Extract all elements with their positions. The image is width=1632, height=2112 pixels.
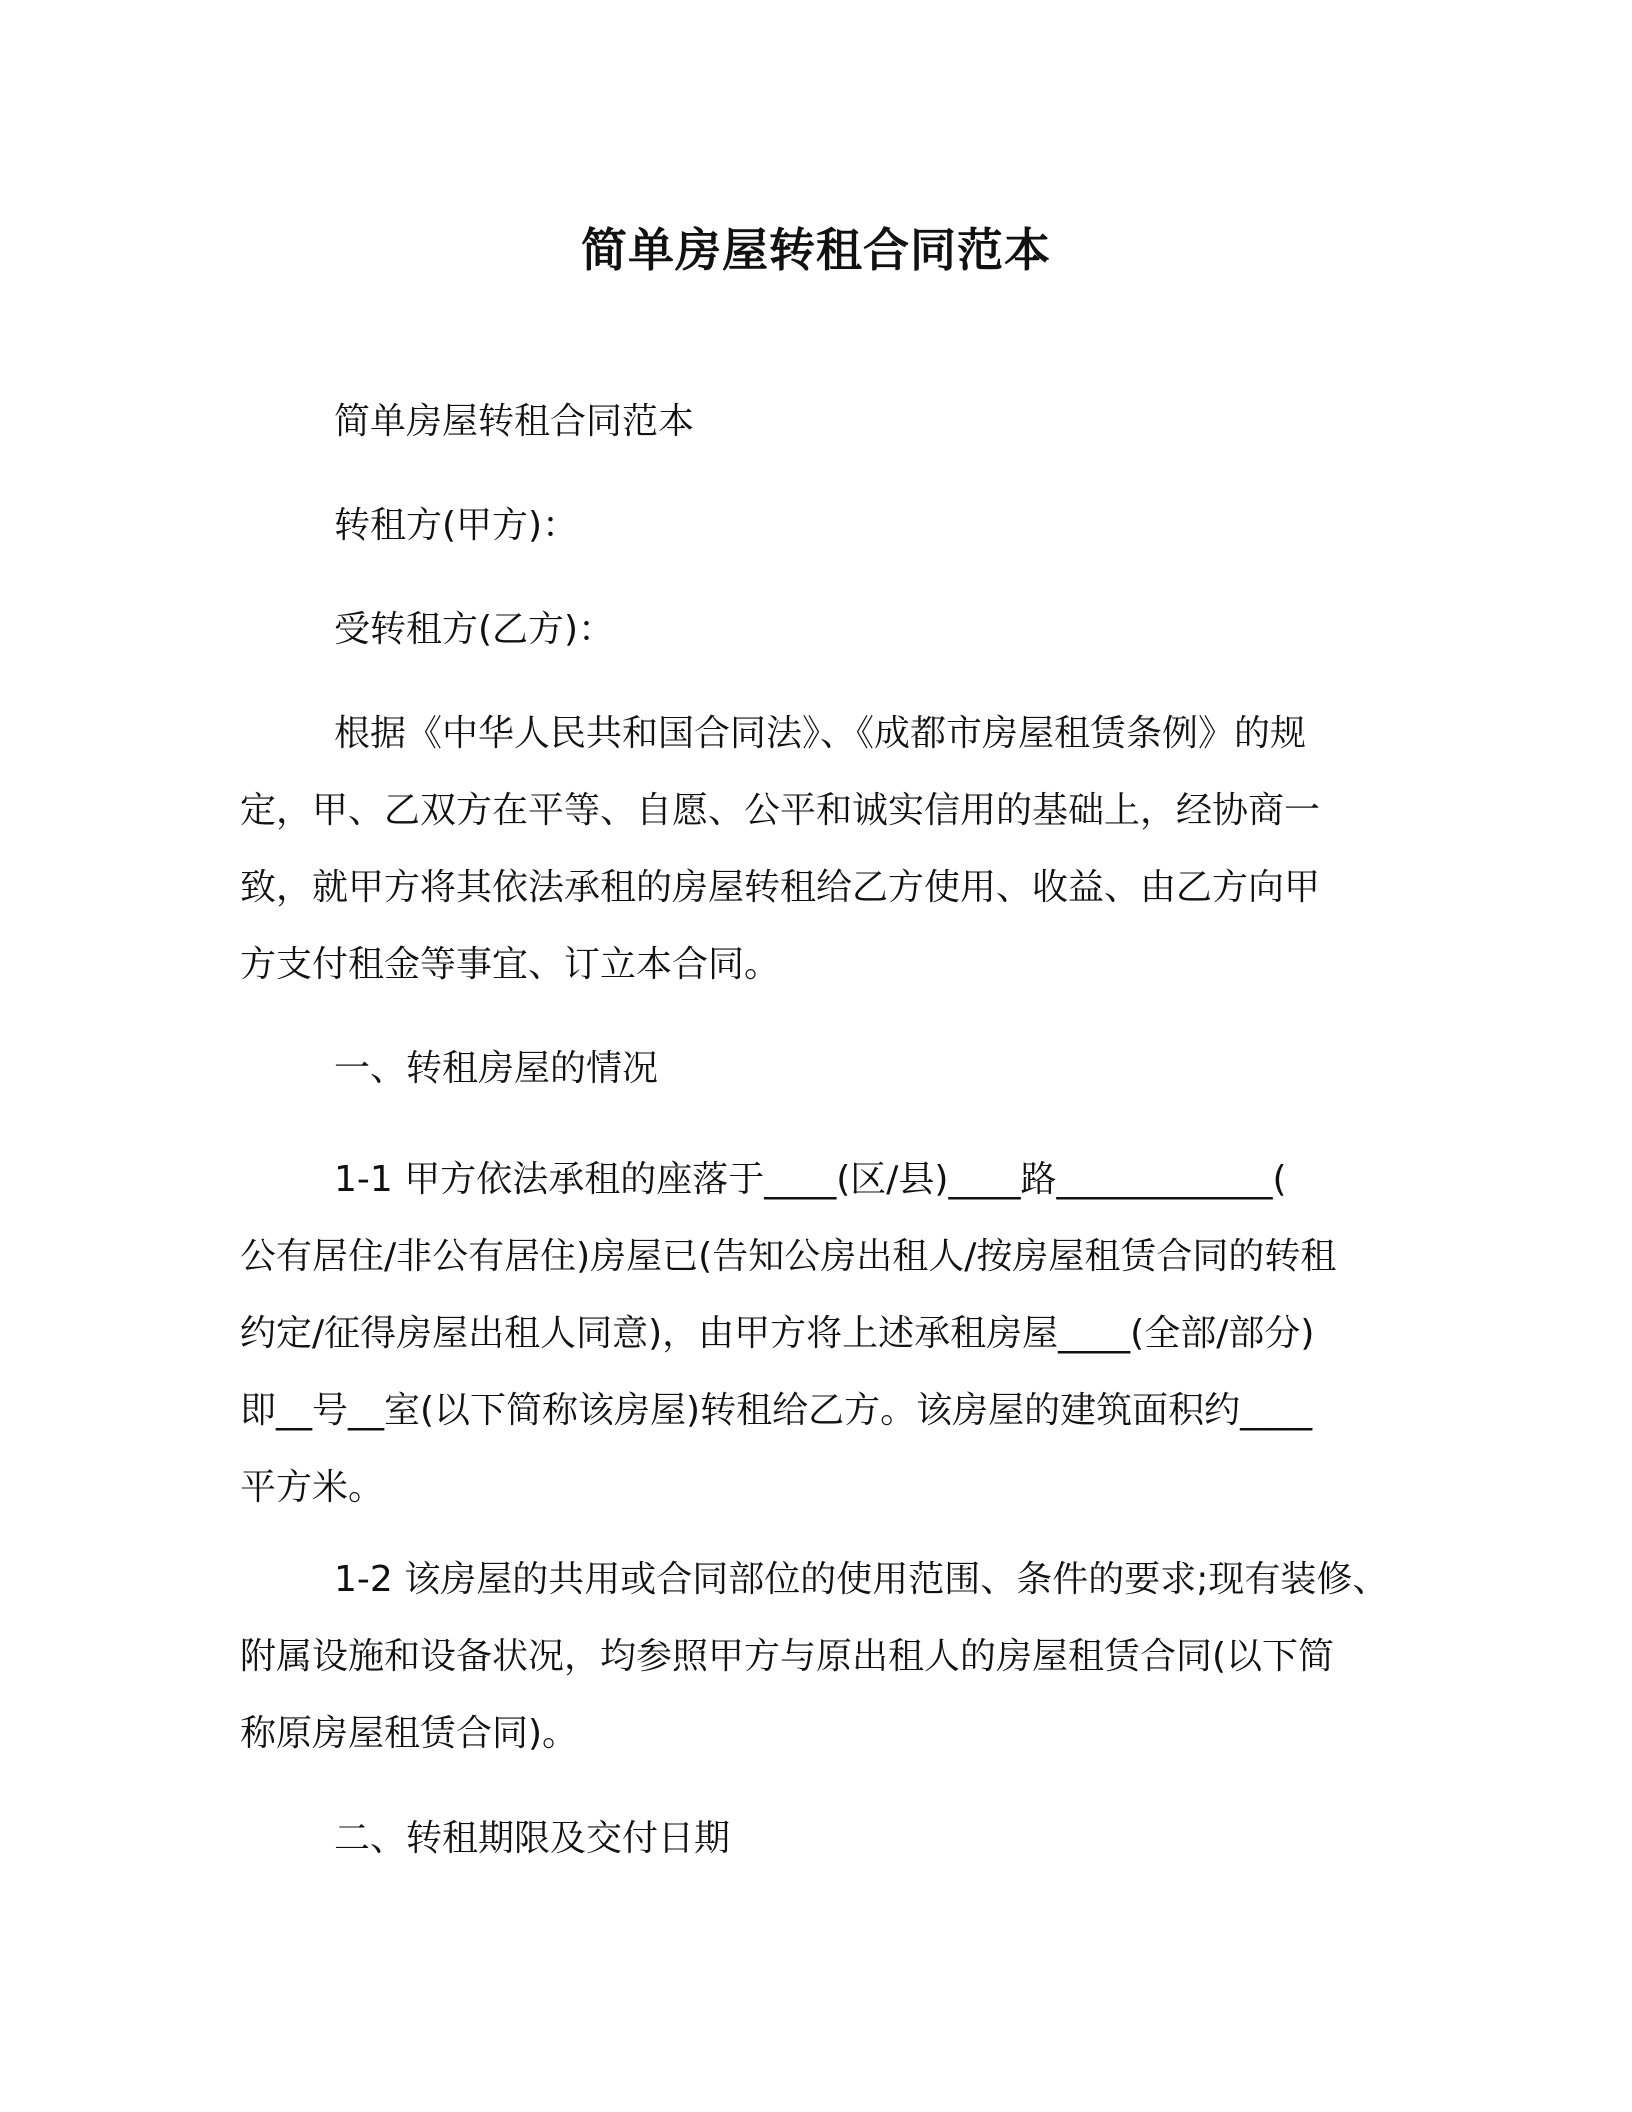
document-title: 简单房屋转租合同范本: [581, 223, 1051, 277]
clause-1-2-paragraph: [240, 1541, 1410, 1772]
clause-line: 约定/征得房屋出租人同意)，由甲方将上述承租房屋____(全部/部分): [240, 1313, 1315, 1354]
clause-line: 1-2 该房屋的共用或合同部位的使用范围、条件的要求;现有装修、: [334, 1559, 1389, 1600]
clause-line: 附属设施和设备状况，均参照甲方与原出租人的房屋租赁合同(以下简: [240, 1636, 1335, 1677]
clause-line: 称原房屋租赁合同)。: [240, 1713, 579, 1754]
preamble-line: 方支付租金等事宜、订立本合同。: [240, 944, 781, 985]
preamble-line: 根据《中华人民共和国合同法》、《成都市房屋租赁条例》的规: [334, 713, 1307, 754]
clause-line: 平方米。: [240, 1467, 385, 1508]
section-heading-2: 二、转租期限及交付日期: [334, 1818, 731, 1859]
document-subtitle: 简单房屋转租合同范本: [334, 401, 695, 442]
clause-line: 1-1 甲方依法承租的座落于____(区/县)____路____________(: [334, 1159, 1287, 1200]
clause-1-1-paragraph: [240, 1141, 1410, 1526]
preamble-line: 致，就甲方将其依法承租的房屋转租给乙方使用、收益、由乙方向甲: [240, 867, 1321, 908]
clause-line: 即__号__室(以下简称该房屋)转租给乙方。该房屋的建筑面积约____: [240, 1390, 1313, 1431]
clause-line: 公有居住/非公有居住)房屋已(告知公房出租人/按房屋租赁合同的转租: [240, 1236, 1337, 1277]
preamble-paragraph: [240, 695, 1410, 1003]
party-b-label: 受转租方(乙方)：: [334, 609, 615, 650]
party-a-label: 转租方(甲方)：: [334, 505, 579, 546]
section-heading-1: 一、转租房屋的情况: [334, 1048, 659, 1089]
preamble-line: 定，甲、乙双方在平等、自愿、公平和诚实信用的基础上，经协商一: [240, 790, 1321, 831]
